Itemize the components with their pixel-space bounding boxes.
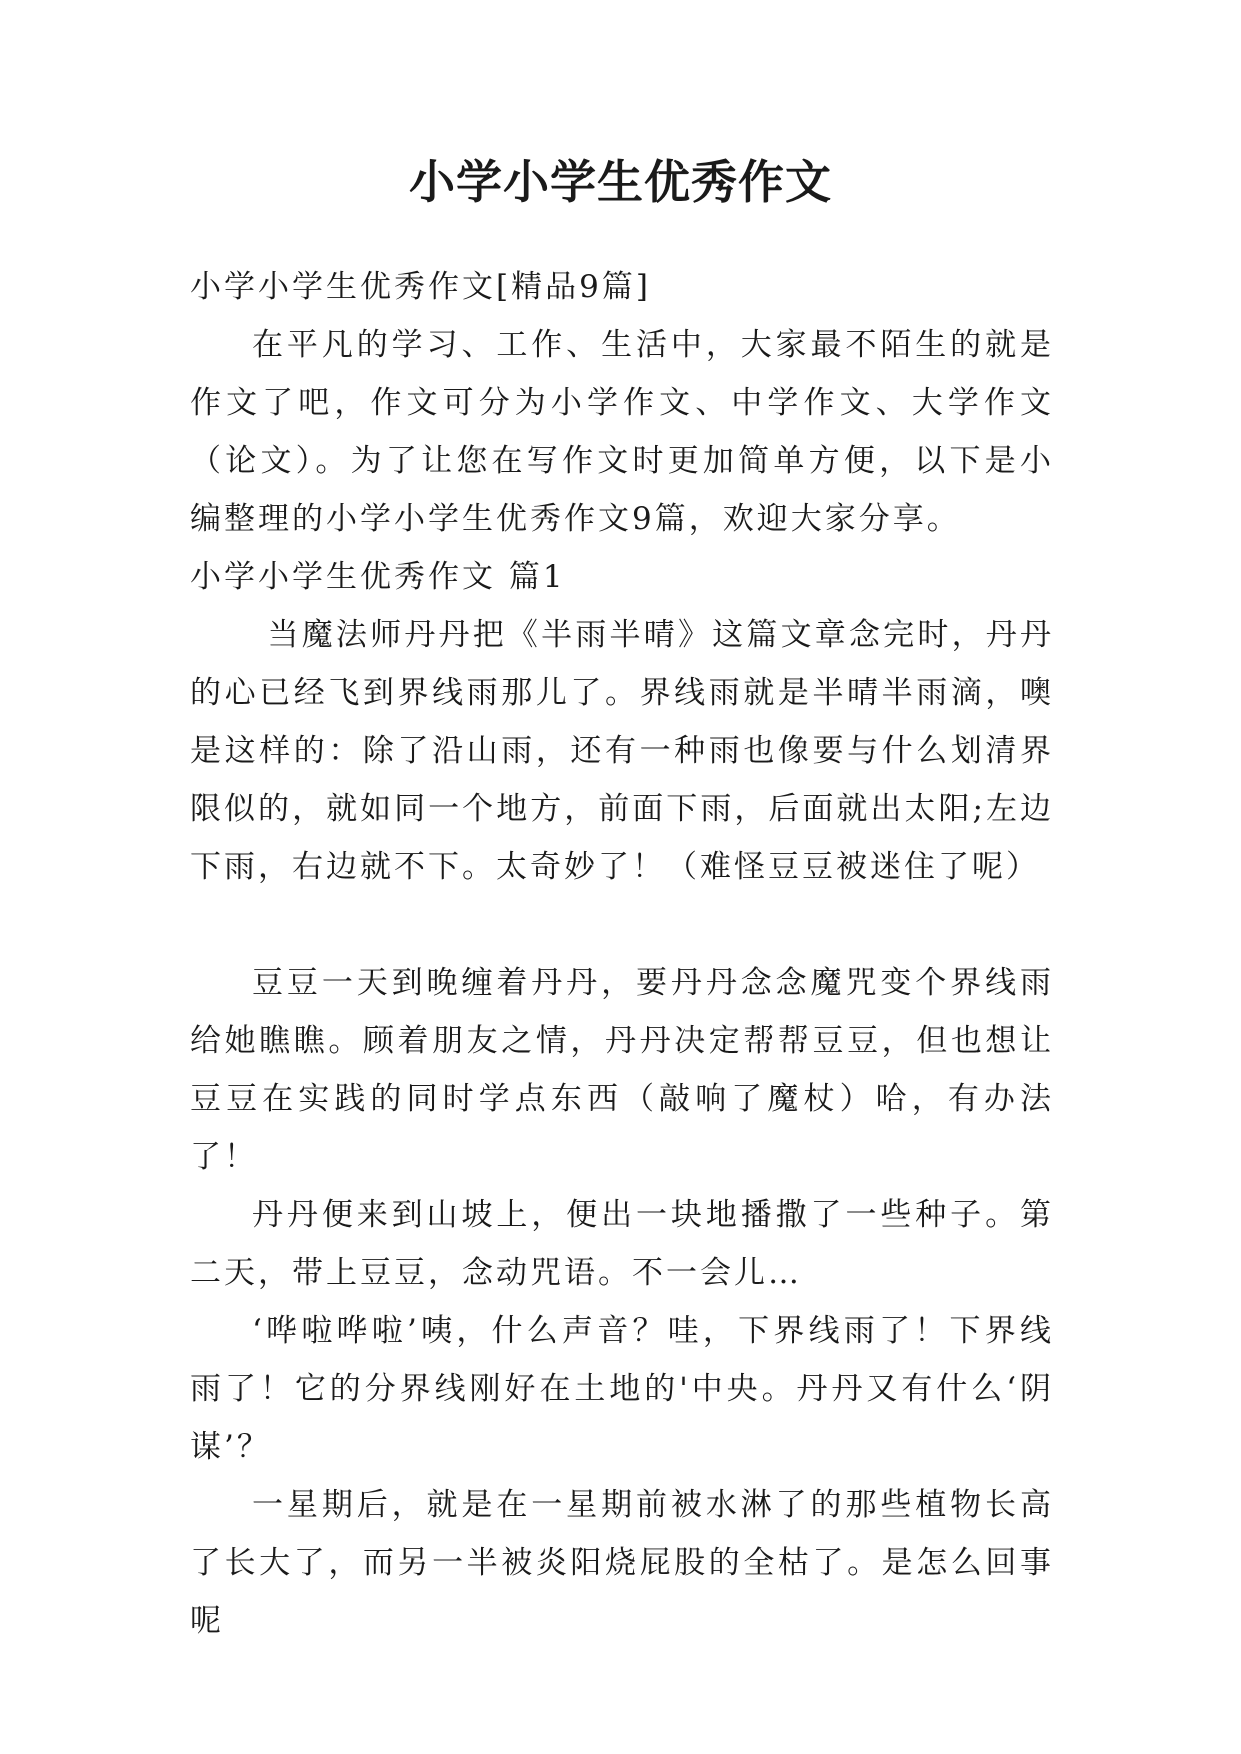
paragraph-spacer (190, 896, 1054, 954)
body-paragraph: 一星期后，就是在一星期前被水淋了的那些植物长高了长大了，而另一半被炎阳烧屁股的全枯了。是怎么回事呢 (190, 1487, 1054, 1639)
body-paragraph: ‘哗啦哗啦’咦，什么声音？哇，下界线雨了！下界线雨了！它的分界线刚好在土地的'中央。丹丹又有什么‘阴谋’？ (190, 1313, 1054, 1465)
body-paragraph: 豆豆一天到晚缠着丹丹，要丹丹念念魔咒变个界线雨给她瞧瞧。顾着朋友之情，丹丹决定帮帮豆豆，但也想让豆豆在实践的同时学点东西（敲响了魔杖）哈，有办法了！ (190, 965, 1054, 1175)
document-title: 小学小学生优秀作文 (409, 155, 832, 209)
document-body (190, 258, 1054, 1650)
intro-paragraph: 在平凡的学习、工作、生活中，大家最不陌生的就是作文了吧，作文可分为小学作文、中学作文、大学作文（论文）。为了让您在写作文时更加简单方便，以下是小编整理的小学小学生优秀作文9篇，欢迎大家分享。 (190, 327, 1054, 537)
body-paragraph: 丹丹便来到山坡上，便出一块地播撒了一些种子。第二天，带上豆豆，念动咒语。不一会儿… (190, 1197, 1054, 1291)
body-paragraph: 当魔法师丹丹把《半雨半晴》这篇文章念完时，丹丹的心已经飞到界线雨那儿了。界线雨就是半晴半雨滴，噢是这样的：除了沿山雨，还有一种雨也像要与什么划清界限似的，就如同一个地方，前面下雨，后面就出太阳;左边下雨，右边就不下。太奇妙了！（难怪豆豆被迷住了呢） (190, 617, 1054, 885)
section-heading: 小学小学生优秀作文 篇1 (190, 559, 566, 595)
subtitle-line: 小学小学生优秀作文[精品9篇] (190, 269, 651, 305)
